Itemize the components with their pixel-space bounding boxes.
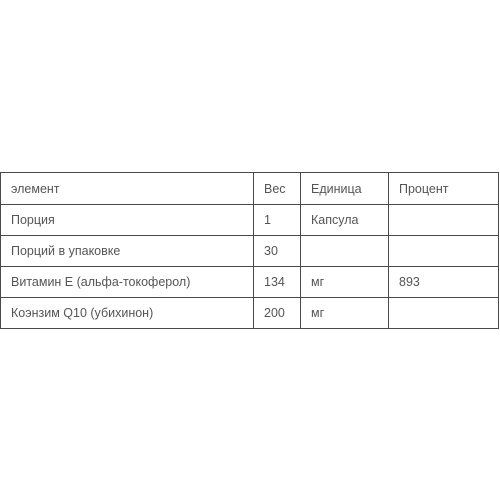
header-element: элемент bbox=[1, 173, 254, 205]
cell-element: Порция bbox=[1, 205, 254, 236]
cell-unit: мг bbox=[301, 298, 389, 329]
cell-element: Коэнзим Q10 (убихинон) bbox=[1, 298, 254, 329]
cell-unit: Капсула bbox=[301, 205, 389, 236]
cell-element: Порций в упаковке bbox=[1, 236, 254, 267]
cell-weight: 200 bbox=[254, 298, 301, 329]
cell-element: Витамин E (альфа-токоферол) bbox=[1, 267, 254, 298]
table-header-row bbox=[1, 173, 499, 205]
cell-unit bbox=[301, 236, 389, 267]
cell-unit: мг bbox=[301, 267, 389, 298]
cell-percent bbox=[389, 236, 499, 267]
cell-weight: 134 bbox=[254, 267, 301, 298]
header-weight: Вес bbox=[254, 173, 301, 205]
cell-weight: 30 bbox=[254, 236, 301, 267]
table-row bbox=[1, 298, 499, 329]
cell-weight: 1 bbox=[254, 205, 301, 236]
nutrition-table-container bbox=[0, 172, 499, 329]
cell-percent bbox=[389, 298, 499, 329]
table-row bbox=[1, 205, 499, 236]
nutrition-table bbox=[0, 172, 499, 329]
header-unit: Единица bbox=[301, 173, 389, 205]
header-percent: Процент bbox=[389, 173, 499, 205]
cell-percent: 893 bbox=[389, 267, 499, 298]
cell-percent bbox=[389, 205, 499, 236]
table-row bbox=[1, 267, 499, 298]
table-row bbox=[1, 236, 499, 267]
